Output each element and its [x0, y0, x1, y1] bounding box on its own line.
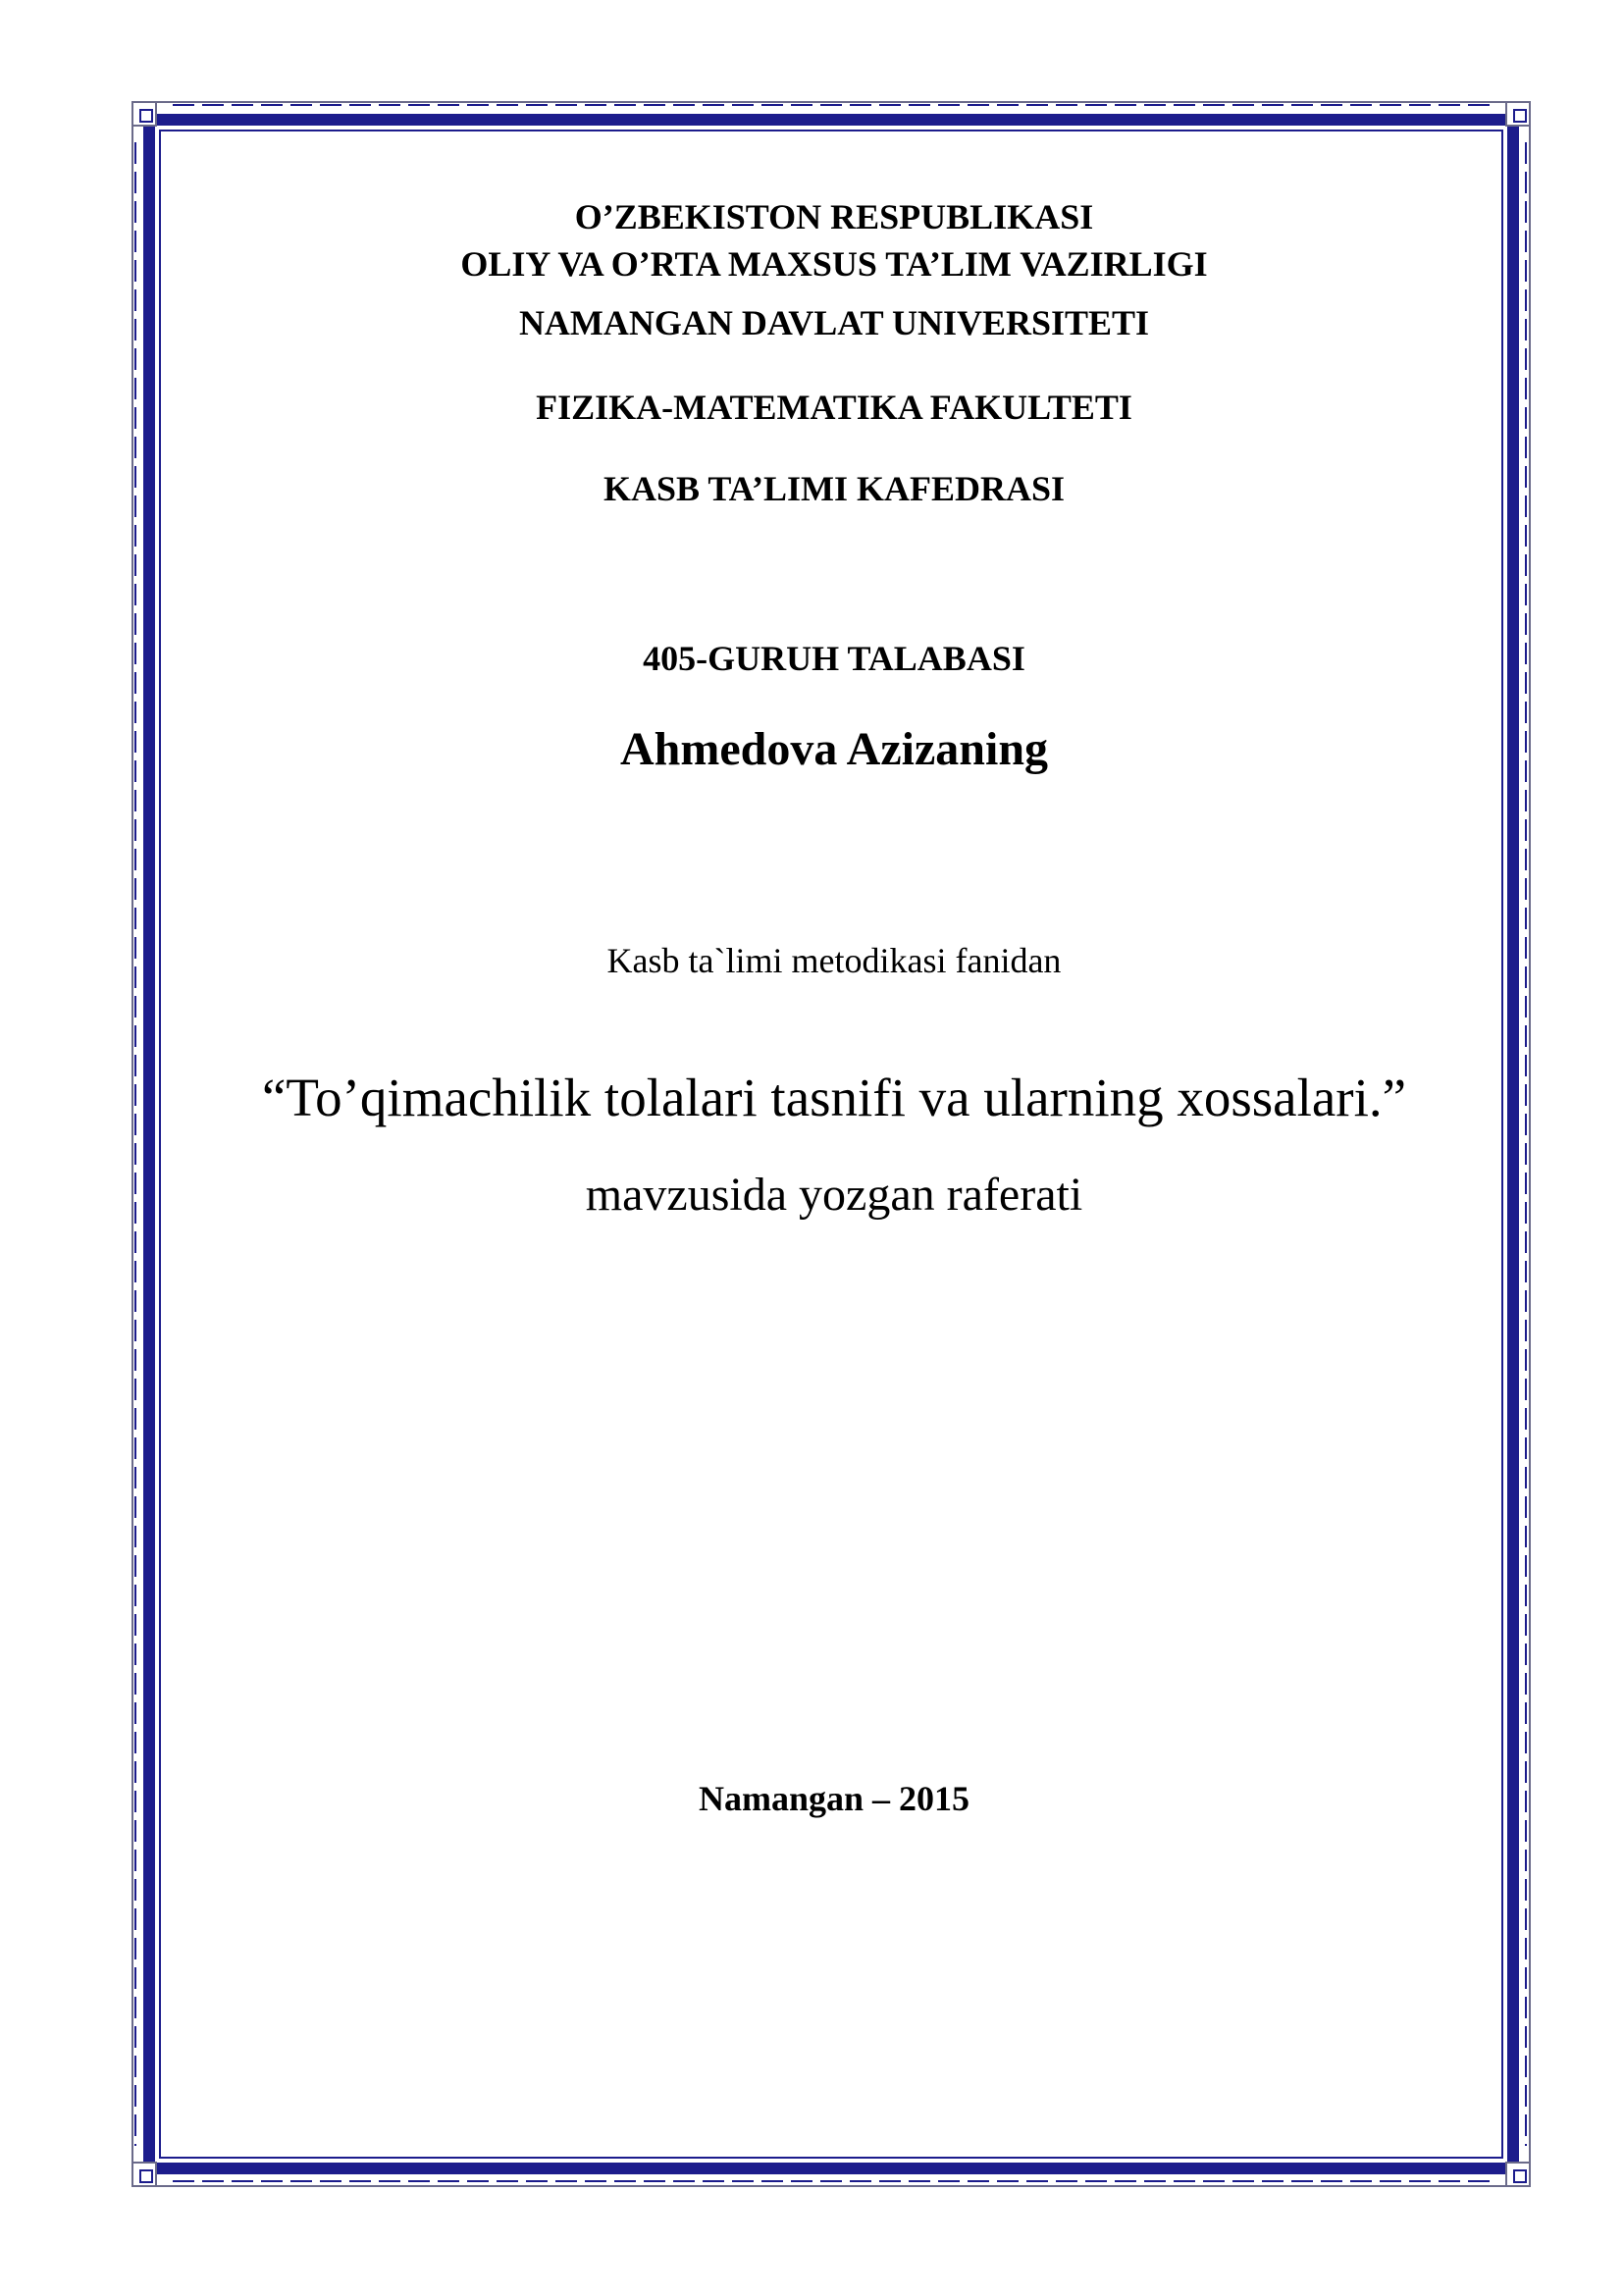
corner-ornament-top-left: [131, 101, 157, 127]
border-dash-left: [134, 142, 136, 2146]
corner-ornament-top-right: [1505, 101, 1531, 127]
work-title: “To’qimachilik tolalari tasnifi va ularning xossalari.”: [261, 1068, 1407, 1127]
header-ministry: OLIY VA O’RTA MAXSUS TA’LIM VAZIRLIGI: [460, 244, 1208, 284]
corner-ornament-bottom-right: [1505, 2162, 1531, 2187]
border-inner-frame: [159, 130, 1503, 2159]
header-university: NAMANGAN DAVLAT UNIVERSITETI: [518, 303, 1150, 342]
student-group: 405-GURUH TALABASI: [643, 639, 1025, 678]
corner-ornament-bottom-left: [131, 2162, 157, 2187]
subject-line: Kasb ta`limi metodikasi fanidan: [606, 941, 1062, 980]
border-dash-right: [1525, 142, 1527, 2146]
border-dash-bottom: [173, 2180, 1490, 2182]
student-name: Ahmedova Azizaning: [619, 723, 1049, 775]
place-year: Namangan – 2015: [698, 1779, 970, 1818]
border-dash-top: [173, 104, 1490, 106]
header-faculty: FIZIKA-MATEMATIKA FAKULTETI: [536, 388, 1132, 427]
header-department: KASB TA’LIMI KAFEDRASI: [602, 469, 1066, 508]
work-subtitle: mavzusida yozgan raferati: [585, 1169, 1083, 1221]
header-country: O’ZBEKISTON RESPUBLIKASI: [574, 197, 1094, 236]
